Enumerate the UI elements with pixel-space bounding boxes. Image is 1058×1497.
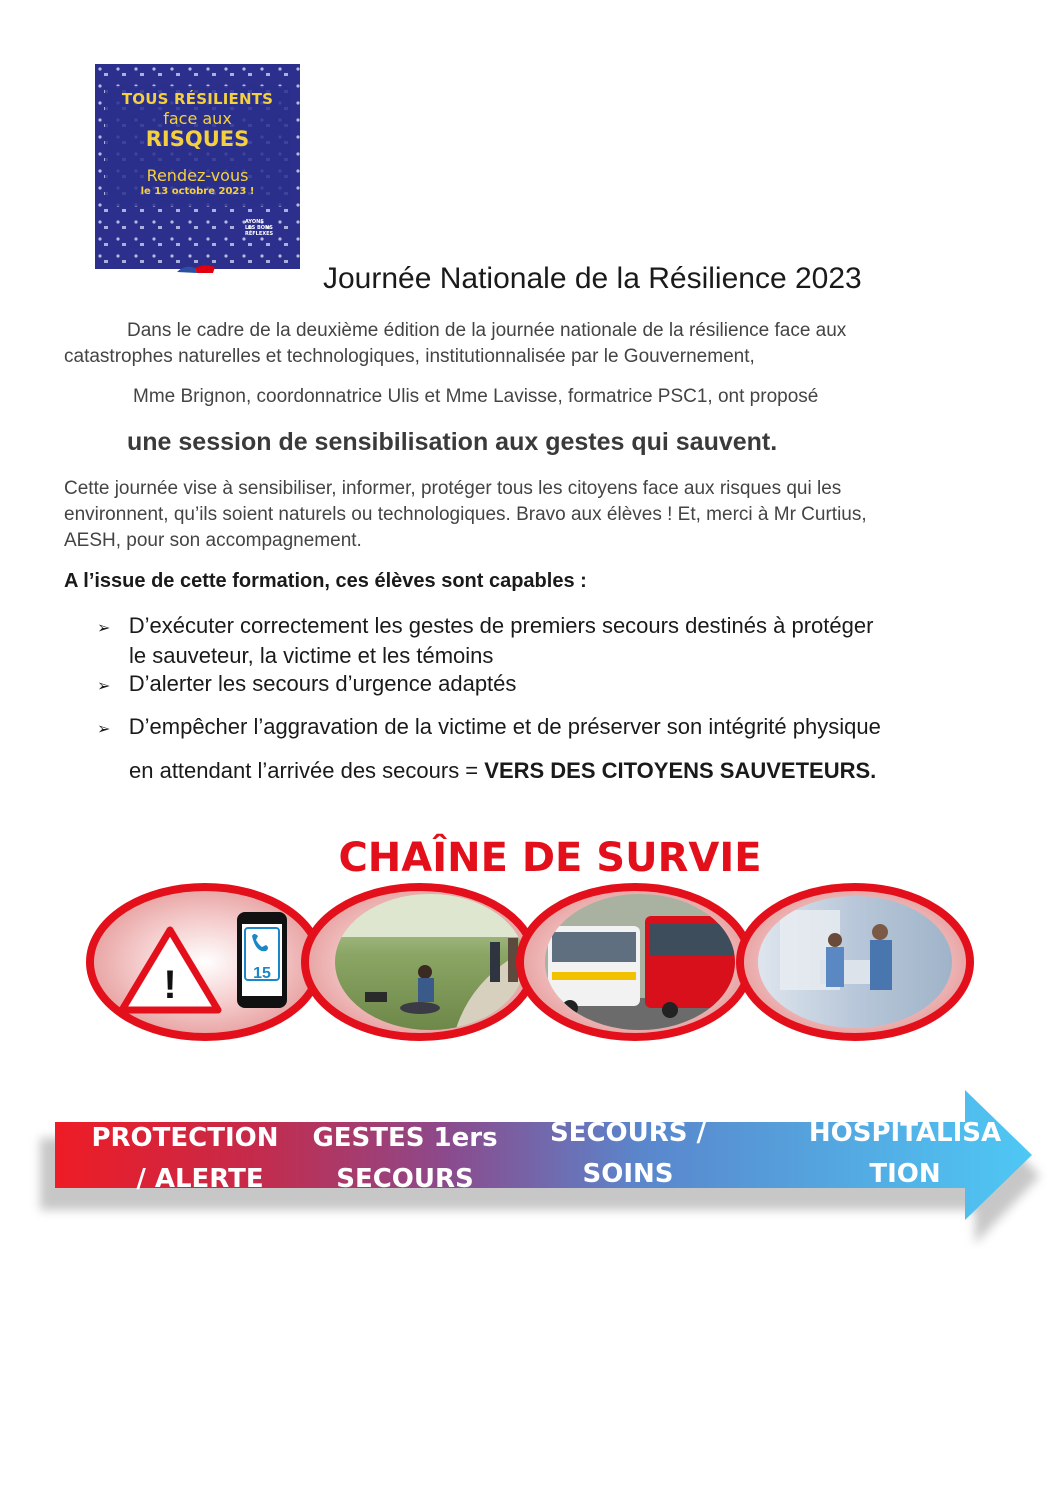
intro-line-1: Dans le cadre de la deuxième édition de la journée nationale de la résilience face aux	[127, 320, 847, 341]
marianne-logo-icon	[175, 262, 217, 275]
step-care-line1: SECOURS /	[549, 1118, 707, 1148]
bullet-arrow-icon: ➢	[97, 620, 111, 637]
phone-number: 15	[253, 965, 271, 982]
bullet-1	[97, 613, 873, 639]
chain-ring-first-aid	[305, 887, 535, 1037]
step-protection-line1: PROTECTION	[91, 1123, 279, 1153]
poster-slogan	[245, 219, 295, 237]
poster-rdv: Rendez-vous	[146, 166, 249, 185]
session-heading: une session de sensibilisation aux gestes qui sauvent.	[127, 428, 778, 456]
step-hospital-line2: TION	[869, 1159, 941, 1189]
capabilities-heading: A l’issue de cette formation, ces élèves sont capables :	[64, 570, 587, 592]
poster-headline: TOUS RÉSILIENTS	[121, 90, 274, 108]
step-protection-line2: / ALERTE	[136, 1164, 264, 1194]
page-title: Journée Nationale de la Résilience 2023	[323, 262, 862, 295]
bullet-2-text: D’alerter les secours d’urgence adaptés	[128, 671, 517, 696]
resilience-poster	[95, 64, 300, 269]
step-hospital-line1: HOSPITALISA	[808, 1118, 1002, 1148]
step-first-aid-line1: GESTES 1ers	[312, 1123, 498, 1153]
step-care-line2: SOINS	[582, 1159, 674, 1189]
chain-ring-hospital	[740, 887, 970, 1037]
poster-slogan-2: LES BONS	[245, 225, 273, 231]
poster-line2: face aux	[163, 109, 232, 128]
chain-rings	[0, 880, 1058, 1065]
poster-slogan-1: AYONS	[245, 219, 264, 225]
bullet-3-text: D’empêcher l’aggravation de la victime et de préserver son intégrité physique	[128, 714, 881, 739]
phone-icon	[237, 912, 287, 1008]
aim-line-3: AESH, pour son accompagnement.	[64, 530, 362, 551]
poster-line3: RISQUES	[145, 127, 250, 151]
poster-date: le 13 octobre 2023 !	[140, 186, 255, 197]
bullet-2	[97, 671, 516, 697]
step-first-aid-line2: SECOURS	[336, 1164, 474, 1194]
intro-line-3: Mme Brignon, coordonnatrice Ulis et Mme Lavisse, formatrice PSC1, ont proposé	[133, 386, 819, 407]
bullet-3-cont-text: en attendant l’arrivée des secours =	[129, 758, 485, 783]
bullet-1-cont: le sauveteur, la victime et les témoins	[129, 643, 494, 668]
aim-line-1: Cette journée vise à sensibiliser, informer, protéger tous les citoyens face aux risques qui les	[64, 478, 842, 499]
warning-glyph: !	[163, 963, 177, 1007]
intro-line-2: catastrophes naturelles et technologiques, institutionnalisée par le Gouvernement,	[64, 346, 755, 367]
bullet-1-text: D’exécuter correctement les gestes de premiers secours destinés à protéger	[128, 613, 874, 638]
poster-slogan-3: RÉFLEXES	[245, 231, 274, 237]
bullet-3-emphasis: VERS DES CITOYENS SAUVETEURS.	[484, 758, 877, 783]
aim-line-2: environnent, qu’ils soient naturels ou technologiques. Bravo aux élèves ! Et, merci à Mr Curtius,	[64, 504, 867, 525]
chain-title: CHAÎNE DE SURVIE	[338, 835, 762, 881]
bullet-3-cont	[129, 758, 876, 784]
bullet-arrow-icon: ➢	[97, 678, 111, 695]
chain-ring-protection	[90, 887, 320, 1037]
bullet-3	[97, 714, 881, 740]
bullet-arrow-icon: ➢	[97, 721, 111, 738]
chain-ring-ambulance	[520, 887, 750, 1038]
